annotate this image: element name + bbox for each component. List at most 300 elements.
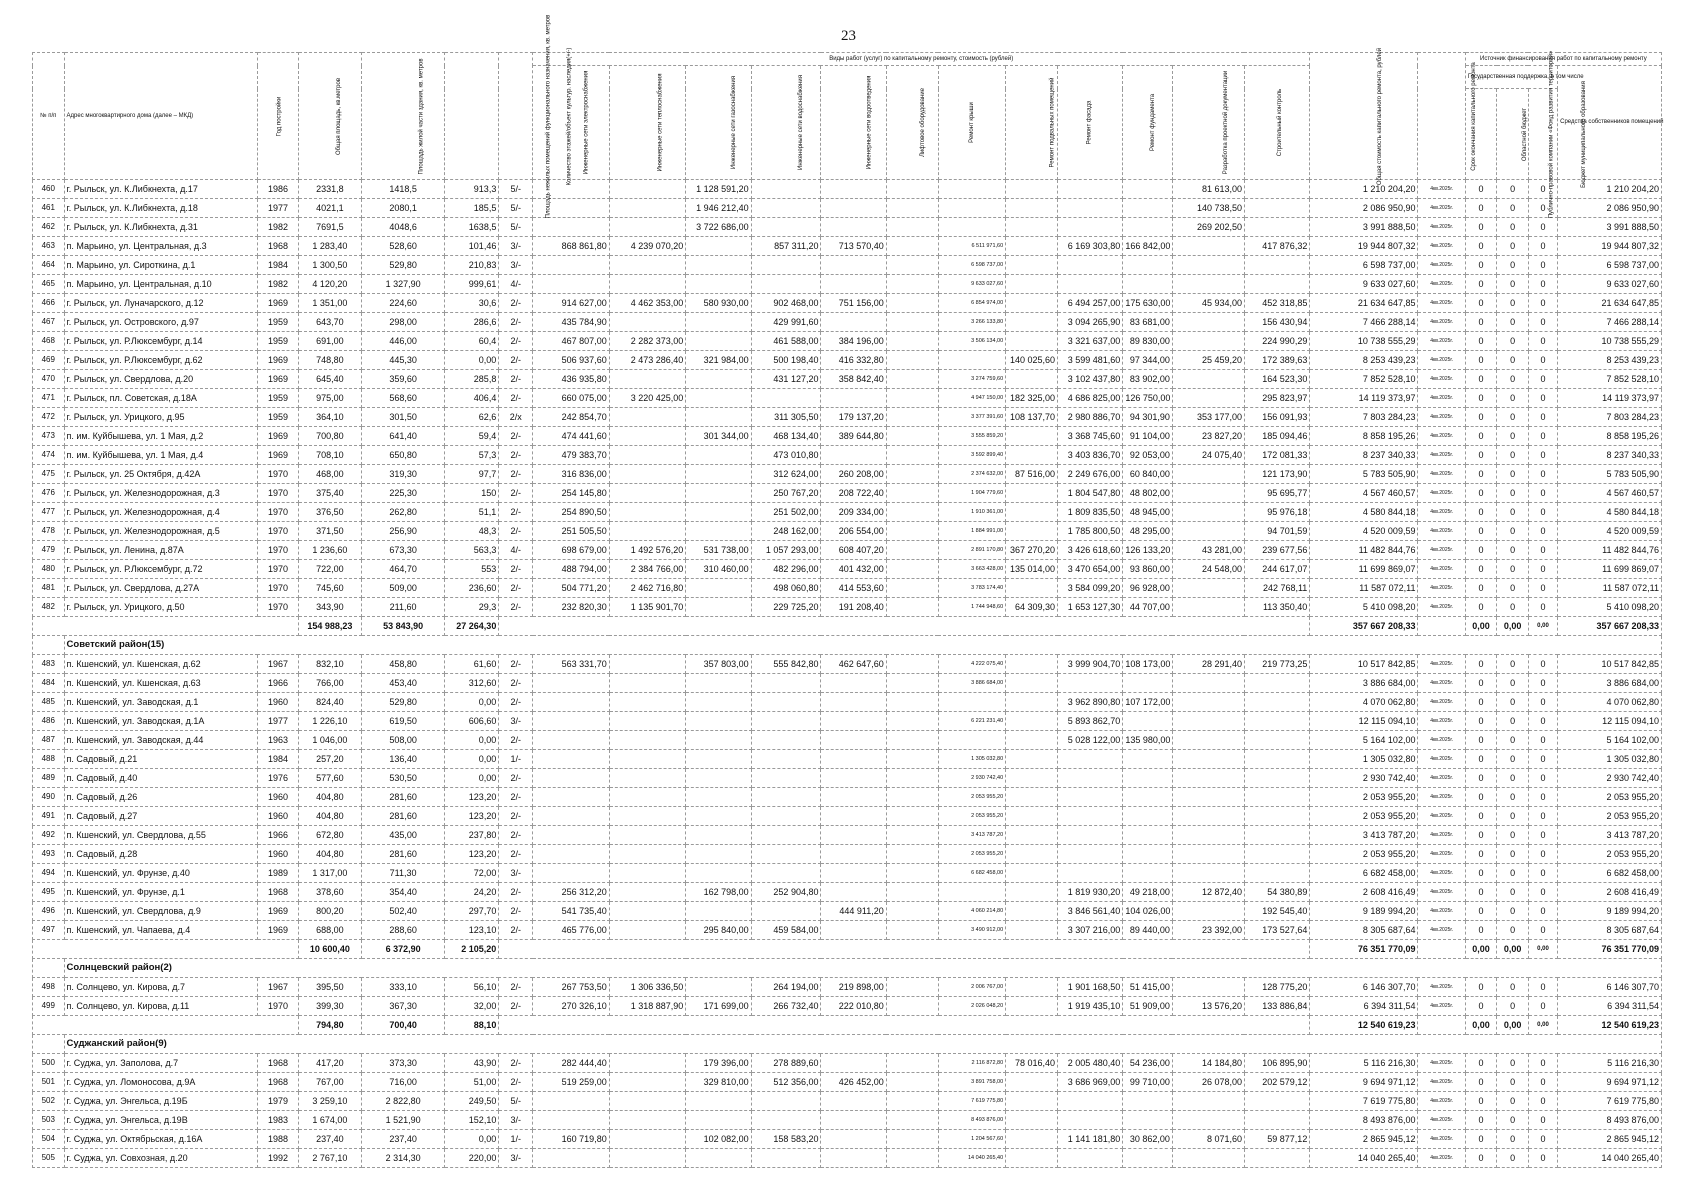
row-work-cost: [686, 275, 751, 294]
col-address-header: Адрес многоквартирного дома (далее – МКД): [64, 53, 258, 180]
subtotal-spacer: [1418, 1016, 1465, 1035]
row-work-cost: [1244, 864, 1309, 883]
row-total-cost: 2 865 945,12: [1310, 1130, 1418, 1149]
row-total-cost: 11 482 844,76: [1310, 541, 1418, 560]
row-fund-regional: 0: [1497, 294, 1529, 313]
row-work-cost: [1172, 484, 1244, 503]
row-fund-regional: 0: [1497, 370, 1529, 389]
row-fund-municipal: 0: [1528, 313, 1557, 332]
row-work-cost: 24 548,00: [1172, 560, 1244, 579]
table-row: [33, 674, 1662, 693]
row-work-cost: [886, 1149, 938, 1168]
row-total-area: 577,60: [298, 769, 361, 788]
row-work-cost: [609, 1092, 686, 1111]
row-work-cost: [1244, 731, 1309, 750]
row-work-cost: [686, 788, 751, 807]
row-total-cost: 5 116 216,30: [1310, 1054, 1418, 1073]
row-number: 484: [33, 674, 65, 693]
row-work-cost: 1 141 181,80: [1058, 1130, 1123, 1149]
subtotal-owners-funds: 76 351 770,09: [1558, 940, 1662, 959]
row-work-cost: [1123, 1111, 1173, 1130]
row-year: 1968: [258, 883, 299, 902]
row-work-cost: [686, 807, 751, 826]
row-work-cost: 1 884 991,00: [938, 522, 1006, 541]
row-work-cost: [1244, 256, 1309, 275]
row-work-cost: [1006, 883, 1058, 902]
row-work-cost: [686, 503, 751, 522]
row-work-cost: 914 627,00: [533, 294, 610, 313]
row-fund-municipal: 0: [1528, 256, 1557, 275]
row-nonliving-area: 210,83: [445, 256, 499, 275]
row-number: 486: [33, 712, 65, 731]
row-address: п. Кшенский, ул. Кшенская, д.62: [64, 655, 258, 674]
row-work-cost: [1244, 826, 1309, 845]
row-work-cost: [1058, 1149, 1123, 1168]
row-living-area: 530,50: [361, 769, 444, 788]
row-work-cost: [1244, 750, 1309, 769]
row-work-cost: 3 846 561,40: [1058, 902, 1123, 921]
row-work-cost: 444 911,20: [821, 902, 886, 921]
row-work-cost: [1172, 1092, 1244, 1111]
row-work-cost: 2 053 955,20: [938, 788, 1006, 807]
row-fund-municipal: 0: [1528, 1130, 1557, 1149]
row-work-cost: 108 173,00: [1123, 655, 1173, 674]
row-fund-federal: 0: [1465, 503, 1497, 522]
row-living-area: 1 327,90: [361, 275, 444, 294]
row-work-cost: 6 598 737,00: [938, 256, 1006, 275]
row-number: 491: [33, 807, 65, 826]
row-work-cost: [686, 370, 751, 389]
row-work-cost: 353 177,00: [1172, 408, 1244, 427]
row-work-cost: 48 295,00: [1123, 522, 1173, 541]
row-living-area: 301,50: [361, 408, 444, 427]
col-nonliving-area-header: Площадь нежилых помещений функционального назначения, кв. метров: [445, 53, 499, 180]
row-work-cost: [609, 864, 686, 883]
row-work-cost: [886, 332, 938, 351]
row-fund-municipal: 0: [1528, 446, 1557, 465]
row-living-area: 568,60: [361, 389, 444, 408]
row-nonliving-area: 563,3: [445, 541, 499, 560]
row-total-cost: 9 189 994,20: [1310, 902, 1418, 921]
row-floors: 2/-: [499, 921, 533, 940]
work-header: Разработка проектной документации: [1172, 66, 1244, 180]
row-total-area: 1 226,10: [298, 712, 361, 731]
row-work-cost: [533, 693, 610, 712]
row-total-cost: 8 253 439,23: [1310, 351, 1418, 370]
row-work-cost: 416 332,80: [821, 351, 886, 370]
row-address: п. Солнцево, ул. Кирова, д.11: [64, 997, 258, 1016]
row-owners-funds: 7 852 528,10: [1558, 370, 1662, 389]
row-living-area: 224,60: [361, 294, 444, 313]
row-address: г. Рыльск, ул. К.Либкнехта, д.18: [64, 199, 258, 218]
row-work-cost: [1172, 712, 1244, 731]
table-row: [33, 218, 1662, 237]
row-total-area: 708,10: [298, 446, 361, 465]
row-number: 483: [33, 655, 65, 674]
capital-repair-register-table: [32, 14, 1664, 1168]
row-work-cost: 3 962 890,80: [1058, 693, 1123, 712]
subtotal-fund-federal: 0,00: [1465, 940, 1497, 959]
row-work-cost: [1172, 313, 1244, 332]
table-row: [33, 275, 1662, 294]
table-row: [33, 769, 1662, 788]
row-work-cost: [886, 1130, 938, 1149]
row-address: г. Рыльск, ул. Свердлова, д.27А: [64, 579, 258, 598]
row-work-cost: 156 091,93: [1244, 408, 1309, 427]
row-work-cost: [686, 712, 751, 731]
row-work-cost: 87 516,00: [1006, 465, 1058, 484]
row-work-cost: 698 679,00: [533, 541, 610, 560]
row-nonliving-area: 123,20: [445, 845, 499, 864]
row-work-cost: [1058, 1092, 1123, 1111]
row-work-cost: [821, 712, 886, 731]
row-year: 1963: [258, 731, 299, 750]
row-work-cost: [886, 978, 938, 997]
row-work-cost: [533, 731, 610, 750]
row-work-cost: 97 344,00: [1123, 351, 1173, 370]
col-term-header: Срок окончания капитального ремонта: [1418, 53, 1465, 180]
row-work-cost: 93 860,00: [1123, 560, 1173, 579]
row-total-area: 404,80: [298, 807, 361, 826]
row-work-cost: 219 773,25: [1244, 655, 1309, 674]
row-work-cost: 128 775,20: [1244, 978, 1309, 997]
row-total-area: 688,00: [298, 921, 361, 940]
subtotal-nonliving-area: 88,10: [445, 1016, 499, 1035]
row-term: 4кв.2025г.: [1418, 731, 1465, 750]
row-fund-federal: 0: [1465, 370, 1497, 389]
row-fund-regional: 0: [1497, 389, 1529, 408]
row-work-cost: [886, 541, 938, 560]
row-work-cost: [886, 465, 938, 484]
row-term: 4кв.2025г.: [1418, 541, 1465, 560]
row-work-cost: 1 809 835,50: [1058, 503, 1123, 522]
row-work-cost: [938, 218, 1006, 237]
row-owners-funds: 21 634 647,85: [1558, 294, 1662, 313]
row-fund-municipal: 0: [1528, 199, 1557, 218]
row-year: 1966: [258, 674, 299, 693]
row-work-cost: [1172, 864, 1244, 883]
row-nonliving-area: 30,6: [445, 294, 499, 313]
row-work-cost: 51 909,00: [1123, 997, 1173, 1016]
work-header: Строительный контроль: [1244, 66, 1309, 180]
row-work-cost: [1006, 750, 1058, 769]
row-work-cost: [821, 693, 886, 712]
row-work-cost: 160 719,80: [533, 1130, 610, 1149]
row-living-area: 367,30: [361, 997, 444, 1016]
row-nonliving-area: 150: [445, 484, 499, 503]
row-work-cost: [751, 788, 821, 807]
row-work-cost: 465 776,00: [533, 921, 610, 940]
row-living-area: 716,00: [361, 1073, 444, 1092]
row-floors: 2/-: [499, 465, 533, 484]
row-fund-regional: 0: [1497, 541, 1529, 560]
row-nonliving-area: 312,60: [445, 674, 499, 693]
row-work-cost: 266 732,40: [751, 997, 821, 1016]
row-work-cost: [686, 902, 751, 921]
row-owners-funds: 5 783 505,90: [1558, 465, 1662, 484]
row-address: п. Садовый, д.40: [64, 769, 258, 788]
row-year: 1959: [258, 332, 299, 351]
row-floors: 2/-: [499, 1054, 533, 1073]
row-work-cost: [751, 256, 821, 275]
row-work-cost: [821, 275, 886, 294]
row-living-area: 1 521,90: [361, 1111, 444, 1130]
district-header-row: [33, 636, 1662, 655]
row-total-cost: 4 580 844,18: [1310, 503, 1418, 522]
row-work-cost: 248 162,00: [751, 522, 821, 541]
row-work-cost: 3 722 686,00: [686, 218, 751, 237]
row-fund-federal: 0: [1465, 579, 1497, 598]
row-work-cost: 45 934,00: [1172, 294, 1244, 313]
row-work-cost: [686, 598, 751, 617]
subtotal-spacer: [33, 940, 299, 959]
row-work-cost: [609, 1054, 686, 1073]
row-total-area: 722,00: [298, 560, 361, 579]
row-work-cost: [938, 693, 1006, 712]
row-nonliving-area: 57,3: [445, 446, 499, 465]
row-work-cost: [821, 788, 886, 807]
row-owners-funds: 2 053 955,20: [1558, 807, 1662, 826]
row-work-cost: [821, 750, 886, 769]
row-owners-funds: 2 608 416,49: [1558, 883, 1662, 902]
row-work-cost: [821, 674, 886, 693]
row-total-cost: 7 852 528,10: [1310, 370, 1418, 389]
row-work-cost: 166 842,00: [1123, 237, 1173, 256]
row-number: 472: [33, 408, 65, 427]
row-fund-federal: 0: [1465, 218, 1497, 237]
row-work-cost: [533, 845, 610, 864]
row-living-area: 509,00: [361, 579, 444, 598]
row-total-area: 404,80: [298, 788, 361, 807]
row-work-cost: [533, 1149, 610, 1168]
row-work-cost: [1006, 1111, 1058, 1130]
row-fund-municipal: 0: [1528, 978, 1557, 997]
table-row: [33, 864, 1662, 883]
row-work-cost: 3 094 265,90: [1058, 313, 1123, 332]
row-work-cost: [886, 598, 938, 617]
row-fund-regional: 0: [1497, 598, 1529, 617]
row-floors: 2/-: [499, 978, 533, 997]
row-work-cost: [1172, 465, 1244, 484]
row-living-area: 453,40: [361, 674, 444, 693]
row-floors: 2/-: [499, 484, 533, 503]
row-work-cost: [821, 1054, 886, 1073]
row-owners-funds: 4 520 009,59: [1558, 522, 1662, 541]
row-living-area: 281,60: [361, 788, 444, 807]
row-work-cost: [821, 199, 886, 218]
row-work-cost: 580 930,00: [686, 294, 751, 313]
row-work-cost: [821, 921, 886, 940]
row-total-cost: 4 070 062,80: [1310, 693, 1418, 712]
row-living-area: 359,60: [361, 370, 444, 389]
row-work-cost: [609, 1149, 686, 1168]
row-fund-regional: 0: [1497, 275, 1529, 294]
row-work-cost: 498 060,80: [751, 579, 821, 598]
row-fund-federal: 0: [1465, 465, 1497, 484]
row-work-cost: [686, 256, 751, 275]
row-work-cost: [1244, 199, 1309, 218]
row-number: 487: [33, 731, 65, 750]
row-work-cost: 461 588,00: [751, 332, 821, 351]
row-address: п. Садовый, д.26: [64, 788, 258, 807]
row-fund-federal: 0: [1465, 883, 1497, 902]
row-owners-funds: 8 253 439,23: [1558, 351, 1662, 370]
row-work-cost: [686, 826, 751, 845]
row-year: 1970: [258, 465, 299, 484]
subtotal-nonliving-area: 27 264,30: [445, 617, 499, 636]
row-work-cost: 59 877,12: [1244, 1130, 1309, 1149]
row-work-cost: [1172, 522, 1244, 541]
row-work-cost: 3 377 391,60: [938, 408, 1006, 427]
row-work-cost: [1006, 1149, 1058, 1168]
district-spacer: [33, 1035, 65, 1054]
row-work-cost: [1006, 370, 1058, 389]
row-year: 1967: [258, 655, 299, 674]
row-fund-federal: 0: [1465, 446, 1497, 465]
row-fund-municipal: 0: [1528, 826, 1557, 845]
row-nonliving-area: 220,00: [445, 1149, 499, 1168]
row-work-cost: 108 137,70: [1006, 408, 1058, 427]
row-year: 1970: [258, 579, 299, 598]
row-work-cost: 3 470 654,00: [1058, 560, 1123, 579]
row-work-cost: [886, 199, 938, 218]
row-work-cost: [1006, 427, 1058, 446]
row-fund-regional: 0: [1497, 427, 1529, 446]
row-work-cost: [609, 712, 686, 731]
row-nonliving-area: 32,00: [445, 997, 499, 1016]
row-work-cost: [886, 370, 938, 389]
row-term: 4кв.2025г.: [1418, 845, 1465, 864]
row-work-cost: 3 686 969,00: [1058, 1073, 1123, 1092]
row-work-cost: [886, 807, 938, 826]
row-work-cost: [686, 237, 751, 256]
subtotal-spacer: [499, 1016, 1310, 1035]
row-total-area: 1 317,00: [298, 864, 361, 883]
row-number: 498: [33, 978, 65, 997]
row-work-cost: 2 053 955,20: [938, 845, 1006, 864]
row-work-cost: [886, 446, 938, 465]
row-number: 471: [33, 389, 65, 408]
row-work-cost: [609, 180, 686, 199]
row-number: 485: [33, 693, 65, 712]
row-work-cost: [751, 674, 821, 693]
row-address: п. им. Куйбышева, ул. 1 Мая, д.4: [64, 446, 258, 465]
row-address: г. Рыльск, ул. Урицкого, д.95: [64, 408, 258, 427]
row-work-cost: [533, 712, 610, 731]
row-number: 497: [33, 921, 65, 940]
row-work-cost: [751, 199, 821, 218]
row-work-cost: 2 249 676,00: [1058, 465, 1123, 484]
row-fund-federal: 0: [1465, 864, 1497, 883]
row-work-cost: 1 804 547,80: [1058, 484, 1123, 503]
row-work-cost: [886, 256, 938, 275]
row-living-area: 4048,6: [361, 218, 444, 237]
row-work-cost: 468 134,40: [751, 427, 821, 446]
row-work-cost: [821, 769, 886, 788]
row-number: 496: [33, 902, 65, 921]
row-work-cost: [886, 883, 938, 902]
row-work-cost: 1 901 168,50: [1058, 978, 1123, 997]
row-work-cost: 2 116 872,80: [938, 1054, 1006, 1073]
row-number: 464: [33, 256, 65, 275]
row-work-cost: [1123, 199, 1173, 218]
row-total-area: 371,50: [298, 522, 361, 541]
row-term: 4кв.2025г.: [1418, 256, 1465, 275]
row-fund-municipal: 0: [1528, 218, 1557, 237]
row-address: г. Рыльск, ул. Островского, д.97: [64, 313, 258, 332]
work-header: Инженерные сети водоснабжения: [751, 66, 821, 180]
row-fund-federal: 0: [1465, 750, 1497, 769]
row-work-cost: 295 823,97: [1244, 389, 1309, 408]
row-total-cost: 14 119 373,97: [1310, 389, 1418, 408]
row-fund-regional: 0: [1497, 1054, 1529, 1073]
row-floors: 2/-: [499, 446, 533, 465]
work-header: Инженерные сети газоснабжения: [686, 66, 751, 180]
subtotal-spacer: [33, 1016, 299, 1035]
work-header: Инженерные сети водоотведения: [821, 66, 886, 180]
table-row: [33, 712, 1662, 731]
subtotal-fund-federal: 0,00: [1465, 617, 1497, 636]
row-fund-municipal: 0: [1528, 370, 1557, 389]
row-term: 4кв.2025г.: [1418, 1054, 1465, 1073]
row-work-cost: [1172, 256, 1244, 275]
row-work-cost: 2 006 767,00: [938, 978, 1006, 997]
row-work-cost: [609, 465, 686, 484]
row-total-cost: 3 991 888,50: [1310, 218, 1418, 237]
row-number: 481: [33, 579, 65, 598]
table-row: [33, 788, 1662, 807]
row-living-area: 528,60: [361, 237, 444, 256]
row-work-cost: 102 082,00: [686, 1130, 751, 1149]
row-address: г. Рыльск, ул. Ленина, д.87А: [64, 541, 258, 560]
row-work-cost: 401 432,00: [821, 560, 886, 579]
row-total-cost: 3 886 684,00: [1310, 674, 1418, 693]
row-address: п. Кшенский, ул. Заводская, д.44: [64, 731, 258, 750]
row-work-cost: [1172, 389, 1244, 408]
row-living-area: 711,30: [361, 864, 444, 883]
row-work-cost: [1172, 845, 1244, 864]
row-floors: 2/-: [499, 674, 533, 693]
row-work-cost: [751, 731, 821, 750]
row-term: 4кв.2025г.: [1418, 522, 1465, 541]
header-row-1: [33, 53, 1662, 66]
row-work-cost: 229 725,20: [751, 598, 821, 617]
row-number: 477: [33, 503, 65, 522]
row-total-area: 832,10: [298, 655, 361, 674]
row-fund-regional: 0: [1497, 332, 1529, 351]
row-work-cost: [609, 807, 686, 826]
row-work-cost: [886, 180, 938, 199]
work-header: Инженерные сети электроснабжения: [533, 66, 610, 180]
row-work-cost: [533, 674, 610, 693]
table-row: [33, 408, 1662, 427]
row-fund-regional: 0: [1497, 237, 1529, 256]
table-row: [33, 560, 1662, 579]
work-header: Лифтовое оборудование: [886, 66, 938, 180]
row-total-cost: 7 619 775,80: [1310, 1092, 1418, 1111]
row-fund-municipal: 0: [1528, 522, 1557, 541]
row-year: 1986: [258, 180, 299, 199]
row-work-cost: [886, 218, 938, 237]
row-number: 490: [33, 788, 65, 807]
funding-group-header: Источник финансирования работ по капитальному ремонту: [1465, 53, 1661, 66]
row-work-cost: 244 617,07: [1244, 560, 1309, 579]
row-address: п. Кшенский, ул. Кшенская, д.63: [64, 674, 258, 693]
row-work-cost: 4 222 075,40: [938, 655, 1006, 674]
row-owners-funds: 2 053 955,20: [1558, 845, 1662, 864]
row-fund-regional: 0: [1497, 313, 1529, 332]
row-work-cost: [886, 655, 938, 674]
